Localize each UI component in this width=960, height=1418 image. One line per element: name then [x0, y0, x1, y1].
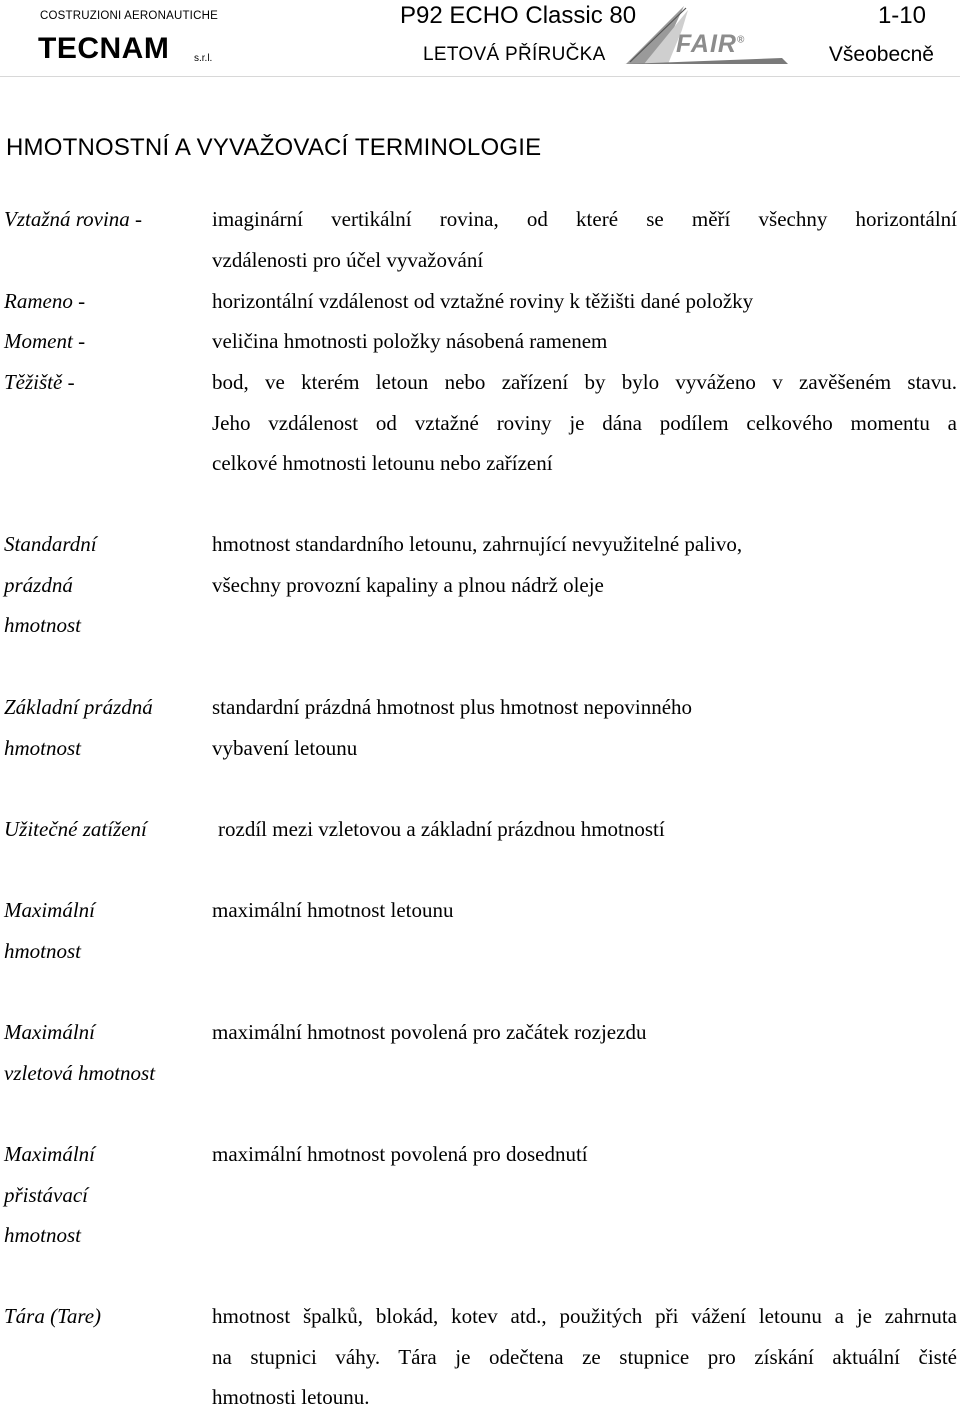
definition-text [212, 199, 957, 280]
definition-line: hmotnost standardního letounu, zahrnující nevyužitelné palivo, [212, 532, 743, 556]
definition-line: vzdálenosti pro účel vyvažování [212, 247, 484, 272]
company-line: COSTRUZIONI AERONAUTICHE [40, 10, 218, 22]
definition-line: na stupnici váhy. Tára je odečtena ze stupnice pro získání aktuální čisté [212, 1344, 957, 1369]
definition-text [212, 362, 957, 484]
definition-term: Tára (Tare) [4, 1304, 102, 1328]
definition-line: imaginární vertikální rovina, od které se měří všechny horizontální [212, 207, 957, 231]
definition-line: maximální hmotnost povolená pro dosednutí [212, 1142, 588, 1166]
definition-term: Základní prázdná hmotnost [4, 695, 153, 760]
definition-term: Maximální přistávací hmotnost [4, 1142, 95, 1248]
definition-line: celkové hmotnosti letounu nebo zařízení [212, 451, 553, 476]
definition-text [212, 321, 957, 362]
logo-text: FAIR® [676, 30, 746, 58]
definition-line: rozdíl mezi vzletovou a základní prázdnou hmotností [218, 817, 665, 841]
page-header [0, 0, 960, 78]
definition-term: Standardní prázdná hmotnost [4, 532, 97, 638]
definition-line: standardní prázdná hmotnost plus hmotnost nepovinného [212, 695, 693, 719]
definition-text [218, 809, 960, 850]
definition-term: Užitečné zatížení [4, 817, 147, 841]
definition-line: Jeho vzdálenost od vztažné roviny je dána podílem celkového momentu a [212, 410, 957, 435]
definition-line: maximální hmotnost letounu [212, 898, 454, 922]
definition-text [212, 1134, 957, 1175]
definition-term: Rameno - [4, 289, 86, 313]
definition-text [212, 1012, 957, 1053]
definition-text [212, 524, 957, 605]
definition-text [212, 890, 957, 931]
definition-line: vybavení letounu [212, 735, 358, 760]
definition-text [212, 687, 957, 768]
definition-line: horizontální vzdálenost od vztažné roviny k těžišti dané položky [212, 289, 754, 313]
definition-line: maximální hmotnost povolená pro začátek rozjezdu [212, 1020, 647, 1044]
definition-line: bod, ve kterém letoun nebo zařízení by bylo vyváženo v zavěšeném stavu. [212, 370, 957, 394]
definition-line: všechny provozní kapaliny a plnou nádrž oleje [212, 572, 604, 597]
definition-line: hmotnost špalků, blokád, kotev atd., použitých při vážení letounu a je zahrnuta [212, 1304, 957, 1328]
definition-text [212, 1296, 957, 1418]
definition-line: veličina hmotnosti položky násobená ramenem [212, 329, 608, 353]
definition-term: Maximální vzletová hmotnost [4, 1020, 156, 1085]
section-name: Všeobecně [828, 43, 934, 66]
brand-name: TECNAM [38, 32, 170, 65]
document-title: P92 ECHO Classic 80 [400, 2, 637, 29]
definition-line: hmotnosti letounu. [212, 1385, 370, 1410]
definition-term: Těžiště - [4, 370, 75, 394]
definition-term: Maximální hmotnost [4, 898, 95, 963]
page-heading: HMOTNOSTNÍ A VYVAŽOVACÍ TERMINOLOGIE [6, 134, 542, 161]
brand-suffix: s.r.l. [194, 53, 213, 64]
page-number: 1-10 [877, 2, 926, 29]
document-subtitle: LETOVÁ PŘÍRUČKA [423, 44, 606, 65]
header-divider [0, 76, 960, 77]
definition-term: Moment - [4, 329, 86, 353]
definition-term: Vztažná rovina - [4, 207, 143, 231]
definition-text [212, 281, 957, 322]
